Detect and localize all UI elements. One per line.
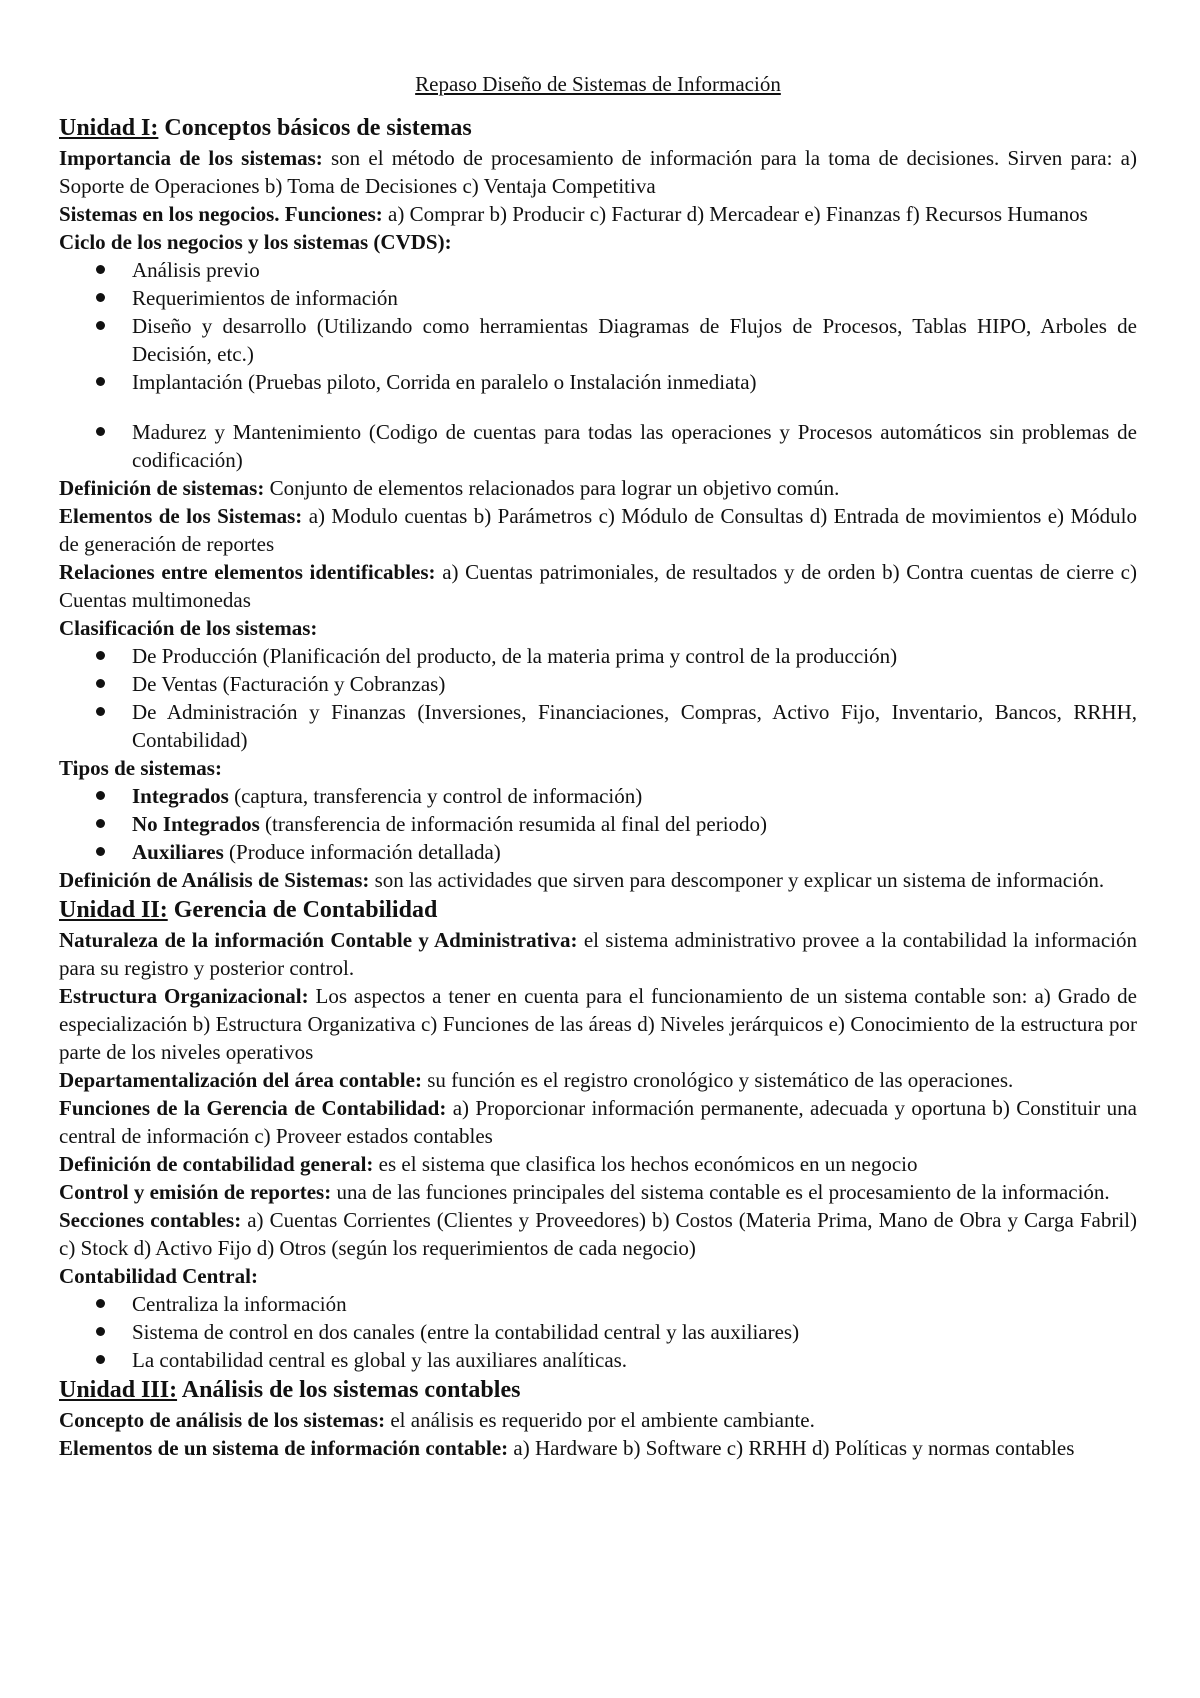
control-paragraph (59, 1178, 1137, 1206)
unit-1-title: Conceptos básicos de sistemas (158, 115, 472, 141)
list-item: Sistema de control en dos canales (entre la contabilidad central y las auxiliares) (132, 1318, 1137, 1346)
estructura-paragraph (59, 982, 1137, 1066)
tipo-term: Auxiliares (132, 840, 224, 864)
list-item: De Producción (Planificación del producto, de la materia prima y control de la producción) (132, 642, 1137, 670)
definicion-text: Conjunto de elementos relacionados para lograr un objetivo común. (264, 476, 840, 500)
control-term: Control y emisión de reportes: (59, 1180, 332, 1204)
elementos-contable-term: Elementos de un sistema de información contable: (59, 1436, 509, 1460)
tipo-text: (captura, transferencia y control de información) (228, 784, 643, 808)
unit-3-heading (59, 1374, 1137, 1406)
control-text: una de las funciones principales del sistema contable es el procesamiento de la información. (331, 1180, 1110, 1204)
naturaleza-paragraph (59, 926, 1137, 982)
tipos-list (59, 782, 1137, 866)
negocios-paragraph (59, 200, 1137, 228)
list-item: Requerimientos de información (132, 284, 1137, 312)
list-item: La contabilidad central es global y las auxiliares analíticas. (132, 1346, 1137, 1374)
elementos-paragraph (59, 502, 1137, 558)
relaciones-term: Relaciones entre elementos identificables: (59, 560, 436, 584)
elementos-contable-text: a) Hardware b) Software c) RRHH d) Políticas y normas contables (508, 1436, 1075, 1460)
list-item: Implantación (Pruebas piloto, Corrida en paralelo o Instalación inmediata) (132, 368, 1137, 396)
central-list (59, 1290, 1137, 1374)
unit-2-label: Unidad II: (59, 897, 168, 923)
analisis-text: son las actividades que sirven para descomponer y explicar un sistema de información. (369, 868, 1105, 892)
list-item: Madurez y Mantenimiento (Codigo de cuentas para todas las operaciones y Procesos automáticos sin problemas de codificación) (132, 420, 1137, 472)
clasificacion-heading (59, 614, 1137, 642)
definicion-general-paragraph (59, 1150, 1137, 1178)
estructura-term: Estructura Organizacional: (59, 984, 309, 1008)
unit-3-title: Análisis de los sistemas contables (177, 1377, 521, 1403)
unit-1-heading (59, 112, 1137, 144)
central-heading (59, 1262, 1137, 1290)
departamentalizacion-text: su función es el registro cronológico y sistemático de las operaciones. (421, 1068, 1014, 1092)
secciones-paragraph (59, 1206, 1137, 1262)
elementos-contable-paragraph (59, 1434, 1137, 1462)
list-item: Análisis previo (132, 256, 1137, 284)
funciones-term: Funciones de la Gerencia de Contabilidad: (59, 1096, 447, 1120)
funciones-paragraph (59, 1094, 1137, 1150)
list-item (132, 810, 1137, 838)
relaciones-paragraph (59, 558, 1137, 614)
naturaleza-text: el sistema administrativo provee a la contabilidad la información para su registro y posterior control. (59, 928, 1137, 980)
secciones-term: Secciones contables: (59, 1208, 242, 1232)
estructura-text: Los aspectos a tener en cuenta para el funcionamiento de un sistema contable son: a) Grado de especialización b) Estructura Organizativa c) Funciones de las áreas d) Niveles jerárquicos e) Conocimiento de la estructura por parte de los niveles operativos (59, 984, 1137, 1064)
relaciones-text: a) Cuentas patrimoniales, de resultados y de orden b) Contra cuentas de cierre c) Cuentas multimonedas (59, 560, 1137, 612)
departamentalizacion-paragraph (59, 1066, 1137, 1094)
list-item: De Ventas (Facturación y Cobranzas) (132, 670, 1137, 698)
concepto-term: Concepto de análisis de los sistemas: (59, 1408, 386, 1432)
list-item (132, 838, 1137, 866)
funciones-text: a) Proporcionar información permanente, adecuada y oportuna b) Constituir una central de información c) Proveer estados contables (59, 1096, 1137, 1148)
naturaleza-term: Naturaleza de la información Contable y Administrativa: (59, 928, 578, 952)
document-title: Repaso Diseño de Sistemas de Información (415, 72, 781, 96)
definicion-general-term: Definición de contabilidad general: (59, 1152, 374, 1176)
importancia-text: son el método de procesamiento de información para la toma de decisiones. Sirven para: a) Soporte de Operaciones b) Toma de Decisiones c) Ventaja Competitiva (59, 146, 1137, 198)
concepto-text: el análisis es requerido por el ambiente cambiante. (385, 1408, 815, 1432)
tipos-term: Tipos de sistemas: (59, 756, 222, 780)
elementos-text: a) Modulo cuentas b) Parámetros c) Módulo de Consultas d) Entrada de movimientos e) Módulo de generación de reportes (59, 504, 1137, 556)
unit-2-heading (59, 894, 1137, 926)
definicion-general-text: es el sistema que clasifica los hechos económicos en un negocio (373, 1152, 918, 1176)
list-item: Diseño y desarrollo (Utilizando como herramientas Diagramas de Flujos de Procesos, Tablas HIPO, Arboles de Decisión, etc.) (132, 314, 1137, 366)
definicion-term: Definición de sistemas: (59, 476, 265, 500)
unit-2-title: Gerencia de Contabilidad (167, 897, 438, 923)
list-item: De Administración y Finanzas (Inversiones, Financiaciones, Compras, Activo Fijo, Inventario, Bancos, RRHH, Contabilidad) (132, 700, 1137, 752)
document-page (59, 70, 1137, 1462)
tipos-heading (59, 754, 1137, 782)
analisis-term: Definición de Análisis de Sistemas: (59, 868, 370, 892)
unit-3-label: Unidad III: (59, 1377, 178, 1403)
list-item (132, 782, 1137, 810)
definicion-paragraph (59, 474, 1137, 502)
concepto-paragraph (59, 1406, 1137, 1434)
ciclo-heading (59, 228, 1137, 256)
central-term: Contabilidad Central: (59, 1264, 258, 1288)
negocios-term: Sistemas en los negocios. Funciones: (59, 202, 383, 226)
ciclo-list (59, 256, 1137, 474)
tipo-term: Integrados (132, 784, 229, 808)
importancia-term: Importancia de los sistemas: (59, 146, 323, 170)
importancia-paragraph (59, 144, 1137, 200)
analisis-paragraph (59, 866, 1137, 894)
ciclo-term: Ciclo de los negocios y los sistemas (CVDS): (59, 230, 452, 254)
clasificacion-list (59, 642, 1137, 754)
elementos-term: Elementos de los Sistemas: (59, 504, 303, 528)
negocios-text: a) Comprar b) Producir c) Facturar d) Mercadear e) Finanzas f) Recursos Humanos (382, 202, 1088, 226)
secciones-text: a) Cuentas Corrientes (Clientes y Proveedores) b) Costos (Materia Prima, Mano de Obra y Carga Fabril) c) Stock d) Activo Fijo d) Otros (según los requerimientos de cada negocio) (59, 1208, 1137, 1260)
unit-1-label: Unidad I: (59, 115, 159, 141)
tipo-term: No Integrados (132, 812, 260, 836)
clasificacion-term: Clasificación de los sistemas: (59, 616, 318, 640)
tipo-text: (transferencia de información resumida al final del periodo) (259, 812, 768, 836)
departamentalizacion-term: Departamentalización del área contable: (59, 1068, 422, 1092)
list-item: Centraliza la información (132, 1290, 1137, 1318)
tipo-text: (Produce información detallada) (223, 840, 501, 864)
